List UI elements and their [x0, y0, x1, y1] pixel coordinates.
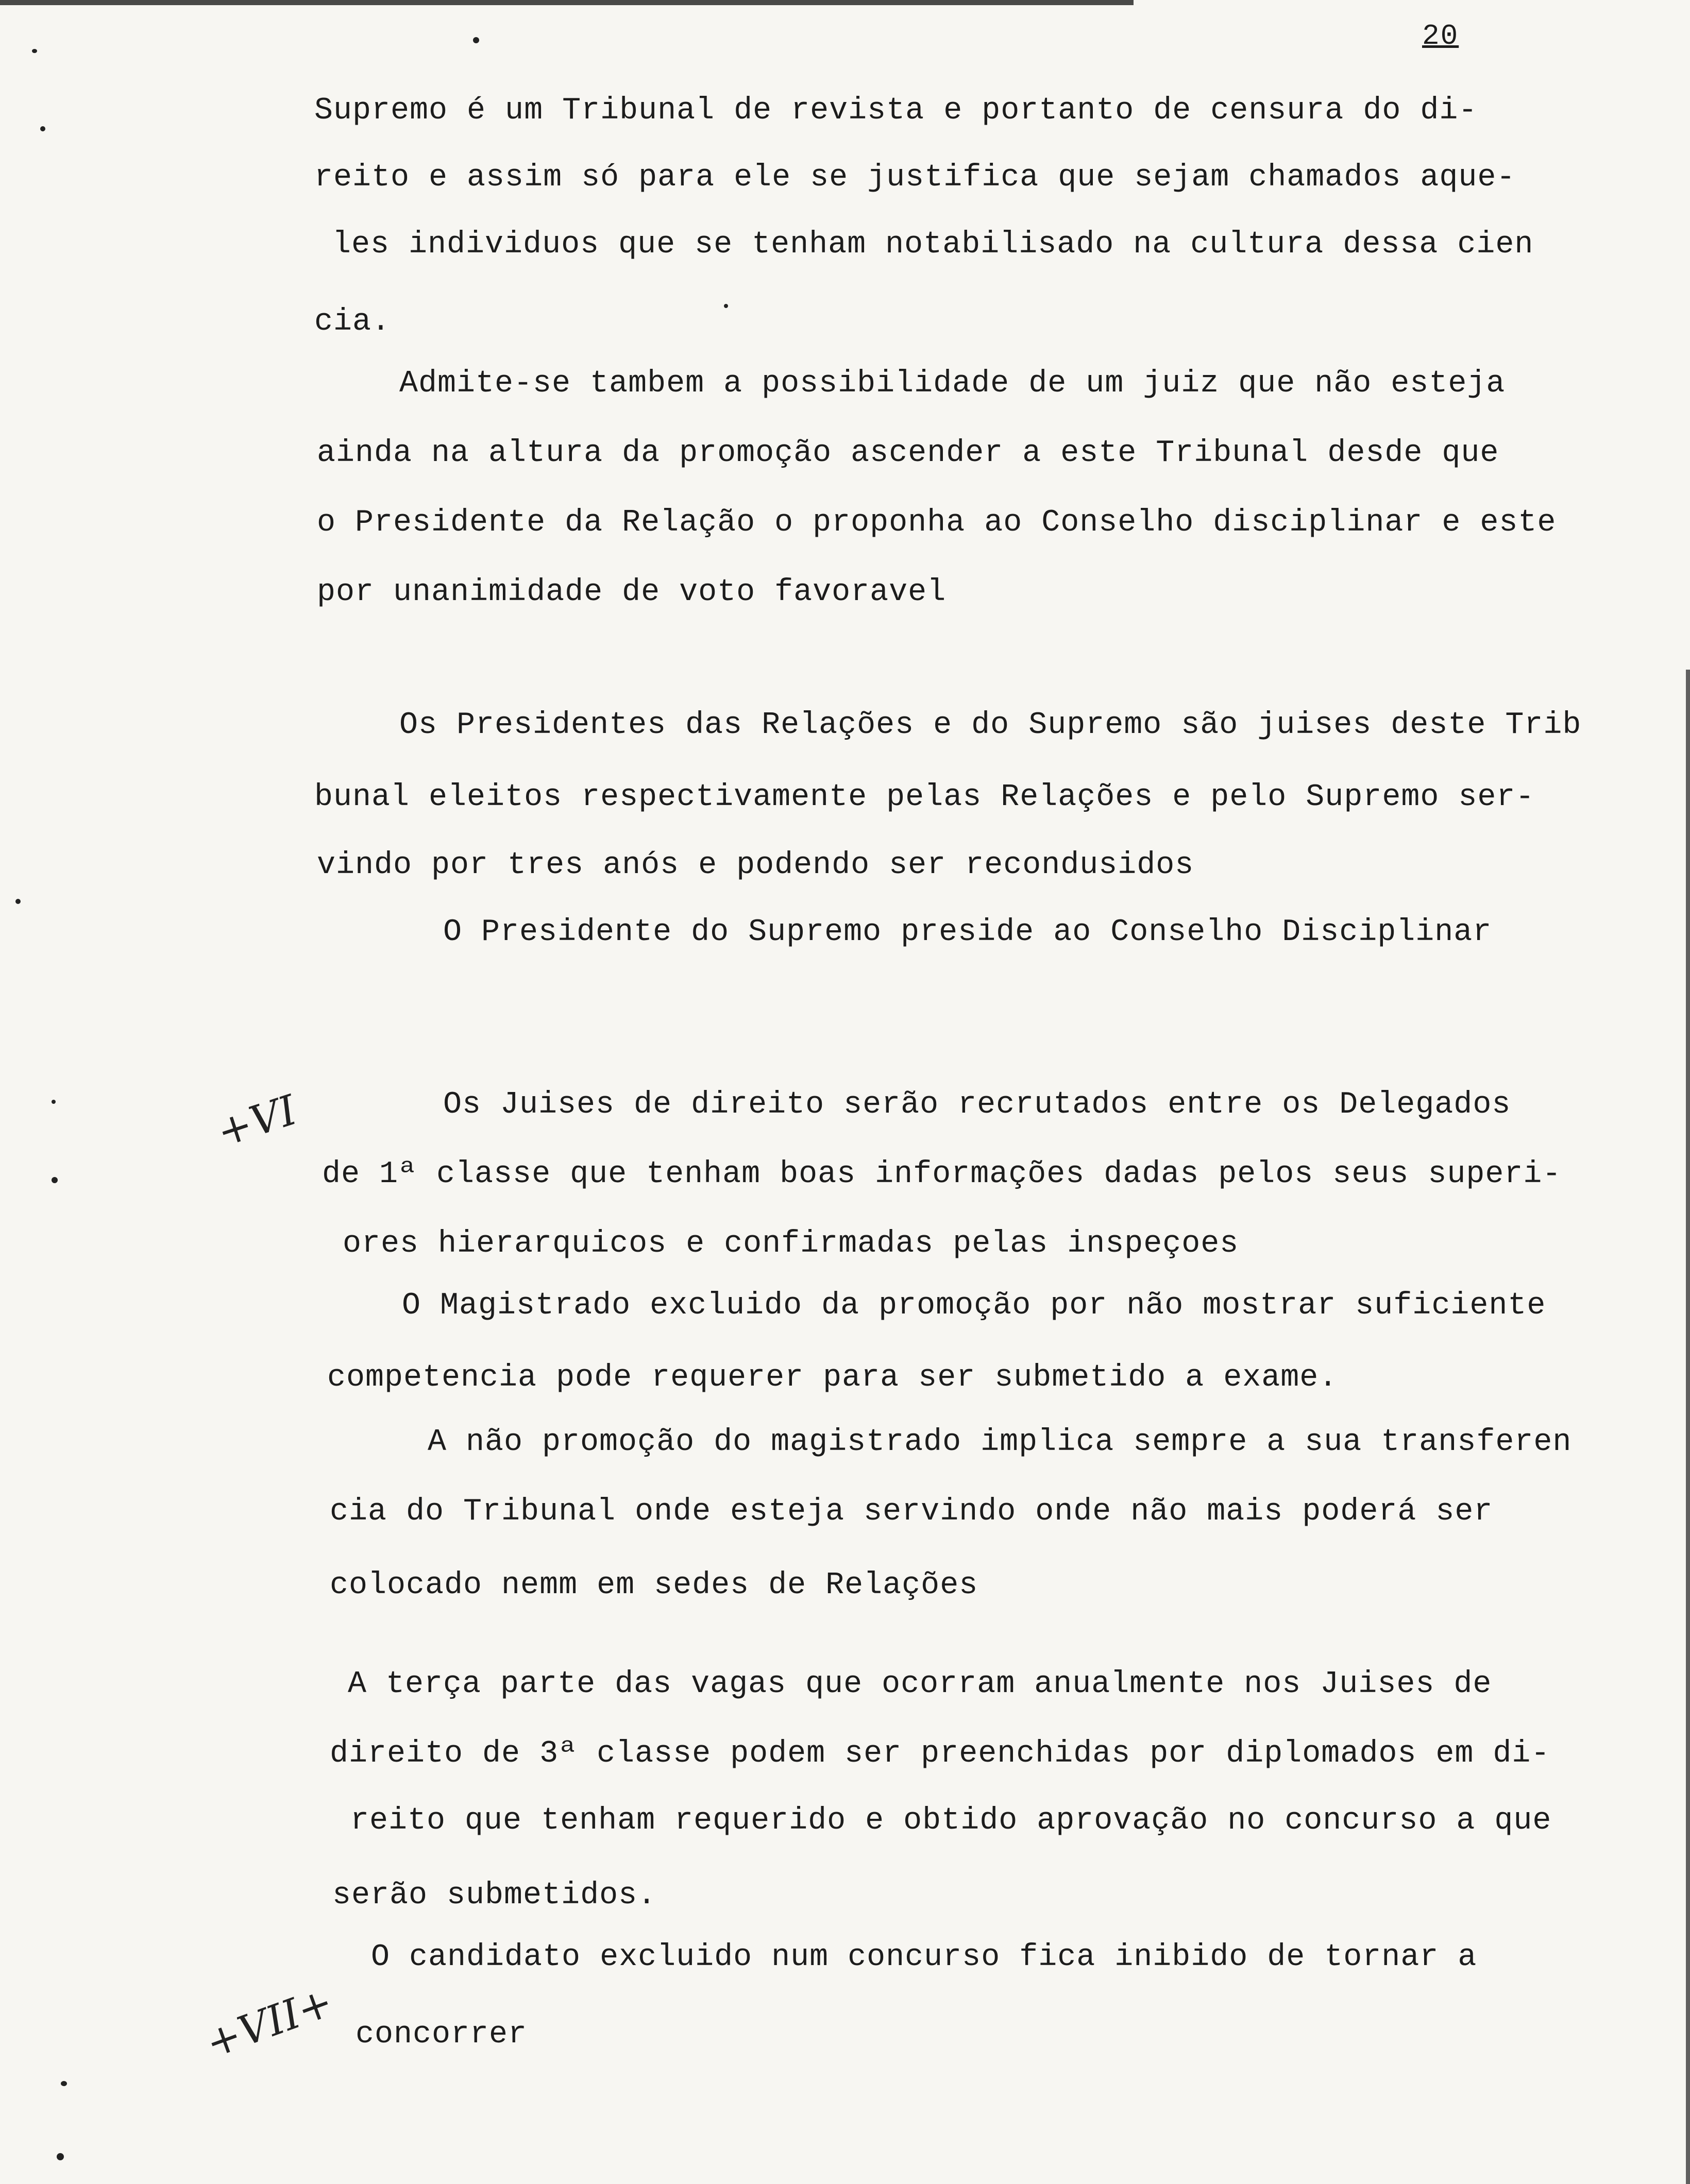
text-line: ores hierarquicos e confirmadas pelas inspeçoes [343, 1226, 1239, 1261]
scan-speck [61, 2081, 67, 2086]
margin-note-section-16: +VI [211, 1086, 302, 1156]
text-line: les individuos que se tenham notabilisado na cultura dessa cien [332, 227, 1534, 262]
scan-speck [724, 304, 728, 308]
text-line: por unanimidade de voto favoravel [317, 575, 947, 610]
text-line: vindo por tres anós e podendo ser recondusidos [317, 848, 1194, 883]
text-line: serão submetidos. [332, 1878, 657, 1913]
page-right-edge [1686, 670, 1690, 2184]
text-line: Os Juises de direito serão recrutados entre os Delegados [443, 1087, 1511, 1122]
scan-speck [32, 49, 37, 53]
text-line: cia. [314, 304, 391, 339]
scan-speck [15, 899, 21, 904]
text-line: o Presidente da Relação o proponha ao Conselho disciplinar e este [317, 505, 1557, 540]
text-line: cia do Tribunal onde esteja servindo onde não mais poderá ser [330, 1494, 1493, 1529]
text-line: Supremo é um Tribunal de revista e portanto de censura do di- [314, 93, 1478, 128]
text-line: de 1ª classe que tenham boas informações dadas pelos seus superi- [322, 1157, 1562, 1192]
scan-speck [40, 126, 45, 131]
text-line: ainda na altura da promoção ascender a este Tribunal desde que [317, 436, 1499, 471]
text-line: O candidato excluido num concurso fica inibido de tornar a [371, 1940, 1477, 1975]
text-line: reito que tenham requerido e obtido aprovação no concurso a que [350, 1803, 1552, 1838]
page-top-edge [0, 0, 1134, 5]
text-line: reito e assim só para ele se justifica que sejam chamados aque- [314, 160, 1516, 195]
text-line: O Presidente do Supremo preside ao Conselho Disciplinar [443, 915, 1492, 950]
scan-speck [57, 2153, 64, 2160]
text-line: O Magistrado excluido da promoção por não mostrar suficiente [402, 1288, 1546, 1323]
page-number: 20 [1422, 20, 1459, 53]
scan-speck [52, 1177, 58, 1183]
text-line: Os Presidentes das Relações e do Supremo são juises deste Trib [399, 708, 1582, 743]
text-line: bunal eleitos respectivamente pelas Relações e pelo Supremo ser- [314, 780, 1535, 815]
margin-note-section-17: +VII+ [199, 1977, 340, 2068]
text-line: A terça parte das vagas que ocorram anualmente nos Juises de [348, 1667, 1492, 1702]
text-line: A não promoção do magistrado implica sempre a sua transferen [428, 1425, 1572, 1460]
text-line: concorrer [356, 2017, 528, 2052]
text-line: direito de 3ª classe podem ser preenchidas por diplomados em di- [330, 1736, 1550, 1771]
scan-speck [52, 1100, 56, 1104]
scan-speck [473, 37, 479, 43]
text-line: colocado nemm em sedes de Relações [330, 1568, 978, 1603]
text-line: competencia pode requerer para ser submetido a exame. [327, 1360, 1338, 1395]
text-line: Admite-se tambem a possibilidade de um juiz que não esteja [399, 366, 1506, 401]
